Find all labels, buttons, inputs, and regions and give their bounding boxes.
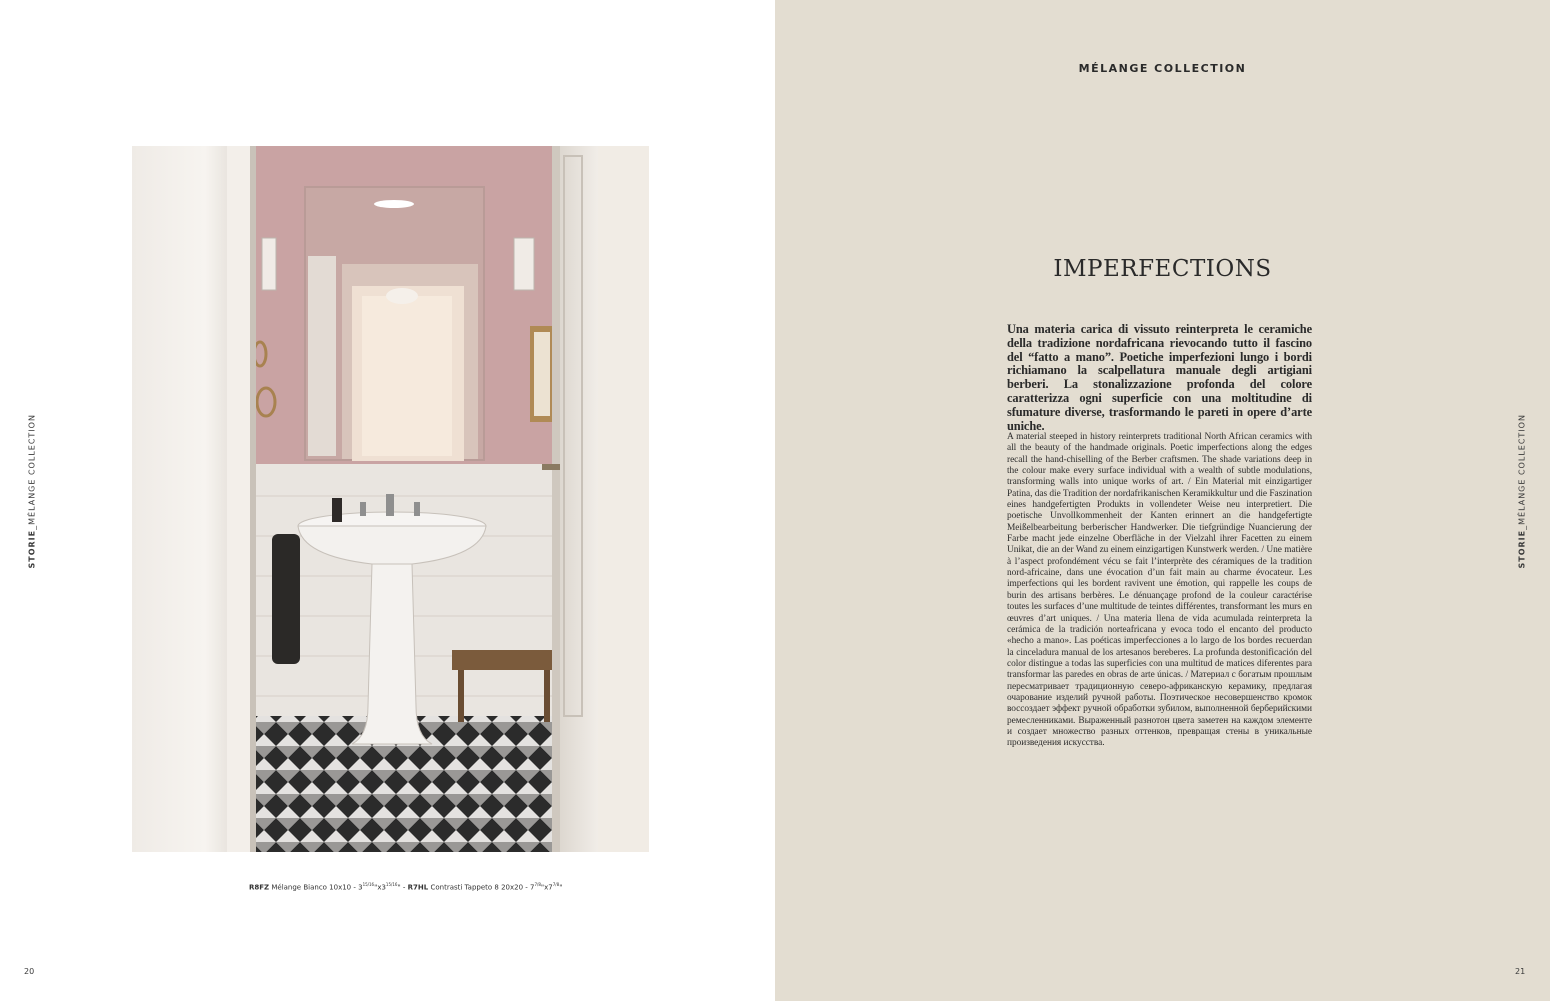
- page-title: IMPERFECTIONS: [1053, 256, 1272, 282]
- body-paragraph: A material steeped in history reinterprets traditional North African ceramics with all the beauty of the handmade originals. Poetic imperfections along the edges recall the hand-chiselling of the Berber craftsmen. The shade variations deep in the colour make every surface individual with a wealth of subtle modulations, transforming walls into unique works of art. / Ein Material mit einzigartiger Patina, das die Tradition der nordafrikanischen Keramikkultur und die Faszination eines handgefertigten Produkts in vollendeter Weise neu interpretiert. Die poetische Unvollkommenheit der Kanten erinnert an die handgefertigte Meißelbearbeitung berberischer Handwerker. Die tiefgründige Nuancierung der Farbe macht jede einzelne Oberfläche in der Vielzahl ihrer Facetten zu einem Unikat, die an der Wand zu einem einzigartigen Kunstwerk werden. / Une matière à l’aspect profondément vécu se fait l’interprète des céramiques de la tradition nord-africaine, dans une évocation d’un fait main au charme évocateur. Les imperfections qui les bordent ravivent une émotion, qui rappelle les coups de burin des artisans berbères. Le dénuançage profond de la couleur caractérise toutes les surfaces d’une multitude de teintes différentes, transformant les murs en œuvres d’art uniques. / Una materia llena de vida acumulada reinterpreta la cerámica de la tradición norteafricana y evoca todo el encanto del producto «hecho a mano». Las poéticas imperfecciones a lo largo de los bordes recuerdan la cinceladura manual de los artesanos bereberes. La profunda destonificación del color distingue a todas las superficies con una multitud de matices diferentes para transformar las paredes en obras de arte únicas. / Материал с богатым прошлым пересматривает традиционную северо-африканскую керамику, предлагая очарование изделий ручной работы. Поэтическое несовершенство кромок воссоздает эффект ручной обработки зубилом, выполненной берберийскими ремесленниками. Выраженный разнотон цвета заметен на каждом элементе и создает множество разных оттенков, превращая стены в уникальные произведения искусства.: [1007, 432, 1312, 749]
- bathroom-photo: [132, 146, 649, 852]
- right-page: [775, 0, 1550, 1001]
- lead-paragraph: Una materia carica di vissuto reinterpreta le ceramiche della tradizione nordafricana rievocando tutto il fascino del “fatto a mano”. Poetiche imperfezioni lungo i bordi richiamano la scalpellatura manuale degli artigiani berberi. La stonalizzazione profonda del colore caratterizza ogni superficie con una moltitudine di sfumature diverse, trasformando le pareti in opere d’arte uniche.: [1007, 322, 1312, 433]
- page-number-right: 21: [1515, 967, 1526, 976]
- side-label-left: STORIE_MÉLANGE COLLECTION: [27, 414, 37, 569]
- collection-heading: MÉLANGE COLLECTION: [1078, 62, 1247, 75]
- photo-caption: R8FZ Mélange Bianco $10x10 - 3^{15/16}"x3^{15/16}$" - R7HL Contrasti Tappeto 8 $20x20 - 7^{7/8}"x7^{7/8}$": [249, 882, 563, 892]
- side-label-right: STORIE_MÉLANGE COLLECTION: [1517, 414, 1527, 569]
- page-number-left: 20: [24, 967, 35, 976]
